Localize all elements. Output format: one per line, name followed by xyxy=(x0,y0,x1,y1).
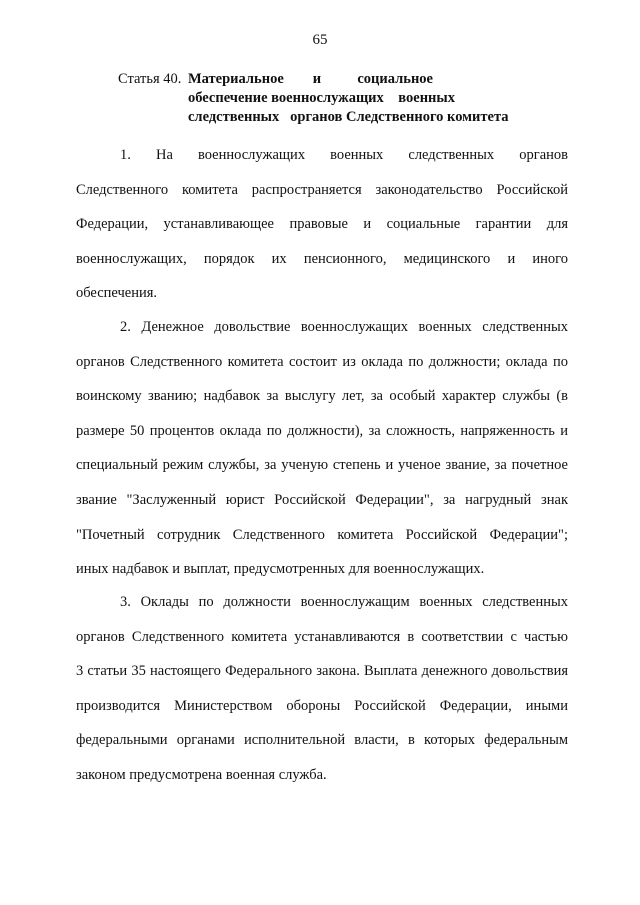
paragraph-line: обеспечения. xyxy=(76,285,158,302)
page-number: 65 xyxy=(312,32,328,48)
paragraph-line: Федерации, устанавливающее правовые и социальные гарантии для xyxy=(76,216,568,233)
article-title xyxy=(188,70,518,127)
paragraph-line: федеральными органами исполнительной власти, в которых федеральным xyxy=(76,732,568,749)
paragraph-line: иных надбавок и выплат, предусмотренных для военнослужащих. xyxy=(76,561,485,578)
paragraph-2 xyxy=(76,310,568,587)
paragraph-line: звание "Заслуженный юрист Российской Федерации", за нагрудный знак xyxy=(76,491,568,508)
article-label: Статья 40. xyxy=(118,71,182,87)
article-heading xyxy=(118,70,518,127)
paragraph-line: 3 статьи 35 настоящего Федерального закона. Выплата денежного довольствия xyxy=(76,663,568,680)
paragraph-line: специальный режим службы, за ученую степень и ученое звание, за почетное xyxy=(76,457,568,474)
paragraph-line: органов Следственного комитета состоит из оклада по должности; оклада по xyxy=(76,353,568,370)
paragraph-line: 1. На военнослужащих военных следственных органов xyxy=(120,147,568,163)
paragraph-line: производится Министерством обороны Российской Федерации, иными xyxy=(76,697,568,714)
article-title-line: обеспечение военнослужащих военных xyxy=(188,90,455,106)
paragraph-line: органов Следственного комитета устанавливаются в соответствии с частью xyxy=(76,628,568,645)
paragraph-line: 3. Оклады по должности военнослужащим военных следственных xyxy=(120,594,568,610)
paragraph-1 xyxy=(76,138,568,311)
paragraph-line: "Почетный сотрудник Следственного комитета Российской Федерации"; xyxy=(76,526,568,543)
paragraph-line: размере 50 процентов оклада по должности), за сложность, напряженность и xyxy=(76,422,568,439)
paragraph-line: Следственного комитета распространяется законодательство Российской xyxy=(76,181,568,198)
paragraph-line: законом предусмотрена военная служба. xyxy=(76,766,327,783)
paragraph-line: военнослужащих, порядок их пенсионного, медицинского и иного xyxy=(76,250,568,267)
paragraph-line: воинскому званию; надбавок за выслугу лет, за особый характер службы (в xyxy=(76,388,568,405)
article-title-line: Материальное и социальное xyxy=(188,71,433,87)
article-title-line: следственных органов Следственного комитета xyxy=(188,109,509,125)
paragraph-3 xyxy=(76,585,568,793)
paragraph-line: 2. Денежное довольствие военнослужащих военных следственных xyxy=(120,319,568,335)
